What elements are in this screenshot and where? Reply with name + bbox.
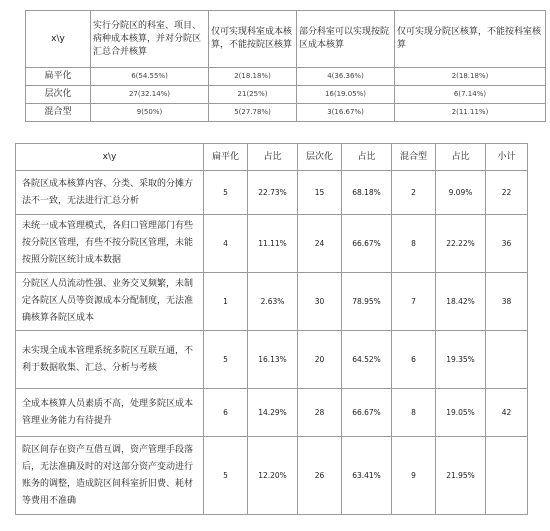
table1-cell: 21(25%) — [209, 86, 297, 104]
table2-header: 小计 — [486, 144, 528, 171]
table2-row-label: 院区间存在资产互借互调，资产管理手段落后，无法准确及时的对这部分资产变动进行账务的调整，造成院区间科室折旧费、耗材等费用不准确 — [16, 437, 204, 515]
table1-cell: 3(16.67%) — [297, 104, 395, 122]
table1-cell: 2(18.18%) — [395, 68, 546, 86]
table1-cell: 5(27.78%) — [209, 104, 297, 122]
table2-cell: 5 — [204, 437, 248, 515]
table1-row-label: 混合型 — [26, 104, 91, 122]
table1-cell: 2(18.18%) — [209, 68, 297, 86]
table2-cell — [486, 331, 528, 389]
table2-cell: 2.63% — [248, 273, 298, 331]
table2-cell: 11.11% — [248, 215, 298, 273]
table2-cell: 15 — [298, 171, 342, 215]
table1-cell: 6(7.14%) — [395, 86, 546, 104]
table2-cell: 6 — [204, 389, 248, 437]
table1-cell: 2(11.11%) — [395, 104, 546, 122]
table2-cell: 22.22% — [436, 215, 486, 273]
table1-cell: 27(32.14%) — [91, 86, 209, 104]
table2-cell: 66.67% — [342, 389, 392, 437]
table2-header: 混合型 — [392, 144, 436, 171]
table2-cell: 36 — [486, 215, 528, 273]
table2-cell: 14.29% — [248, 389, 298, 437]
table2-cell: 18.42% — [436, 273, 486, 331]
table2-cell: 16.13% — [248, 331, 298, 389]
table2-cell: 24 — [298, 215, 342, 273]
table2-cell — [486, 437, 528, 515]
table2-header: 占比 — [248, 144, 298, 171]
table2-cell: 66.67% — [342, 215, 392, 273]
table2-cell: 28 — [298, 389, 342, 437]
table1-cell: 16(19.05%) — [297, 86, 395, 104]
table1-col-header: 实行分院区的科室、项目、病种成本核算，并对分院区汇总合并核算 — [91, 11, 209, 68]
table2-cell: 8 — [392, 215, 436, 273]
table1-corner-cell: x\y — [26, 11, 91, 68]
table2-cell: 4 — [204, 215, 248, 273]
table1-cell: 4(36.36%) — [297, 68, 395, 86]
cost-problem-table — [15, 143, 528, 515]
table1-col-header: 部分科室可以实现按院区成本核算 — [297, 11, 395, 68]
table2-cell: 6 — [392, 331, 436, 389]
table2-cell: 9 — [392, 437, 436, 515]
table2-cell: 5 — [204, 331, 248, 389]
table2-cell: 68.18% — [342, 171, 392, 215]
table2-cell: 38 — [486, 273, 528, 331]
table2-cell: 20 — [298, 331, 342, 389]
table1-col-header: 仅可实现科室成本核算，不能按院区核算 — [209, 11, 297, 68]
table2-cell: 7 — [392, 273, 436, 331]
table2-row-label: 全成本核算人员素质不高，处理多院区成本管理业务能力有待提升 — [16, 389, 204, 437]
table1-row-label: 层次化 — [26, 86, 91, 104]
table2-cell: 26 — [298, 437, 342, 515]
table1-col-header: 仅可实现分院区核算，不能按科室核算 — [395, 11, 546, 68]
table2-cell: 2 — [392, 171, 436, 215]
table2-row-label: 未实现全成本管理系统多院区互联互通，不利于数据收集、汇总、分析与考核 — [16, 331, 204, 389]
table2-cell: 63.41% — [342, 437, 392, 515]
table1-row-label: 扁平化 — [26, 68, 91, 86]
table2-row-label: 分院区人员流动性强、业务交叉频繁，未制定各院区人员等资源成本分配制度，无法准确核算各院区成本 — [16, 273, 204, 331]
cost-accounting-mode-table — [25, 10, 546, 122]
table2-cell: 19.05% — [436, 389, 486, 437]
table2-cell: 5 — [204, 171, 248, 215]
table2-cell: 1 — [204, 273, 248, 331]
table2-row-label: 各院区成本核算内容、分类、采取的分摊方法不一致，无法进行汇总分析 — [16, 171, 204, 215]
table2-cell: 19.35% — [436, 331, 486, 389]
table2-row-label: 未统一成本管理模式，各归口管理部门有些按分院区管理，有些不按分院区管理，未能按照分院区统计成本数据 — [16, 215, 204, 273]
table2-cell: 12.20% — [248, 437, 298, 515]
table2-header: 层次化 — [298, 144, 342, 171]
table2-cell: 9.09% — [436, 171, 486, 215]
table2-cell: 64.52% — [342, 331, 392, 389]
table2-cell: 30 — [298, 273, 342, 331]
table2-cell: 78.95% — [342, 273, 392, 331]
table1-cell: 9(50%) — [91, 104, 209, 122]
table2-cell: 22 — [486, 171, 528, 215]
table2-cell: 8 — [392, 389, 436, 437]
table2-cell: 42 — [486, 389, 528, 437]
table2-cell: 21.95% — [436, 437, 486, 515]
table1-cell: 6(54.55%) — [91, 68, 209, 86]
table2-header: x\y — [16, 144, 204, 171]
table2-cell: 22.73% — [248, 171, 298, 215]
table2-header: 占比 — [436, 144, 486, 171]
table2-header: 占比 — [342, 144, 392, 171]
table2-header: 扁平化 — [204, 144, 248, 171]
